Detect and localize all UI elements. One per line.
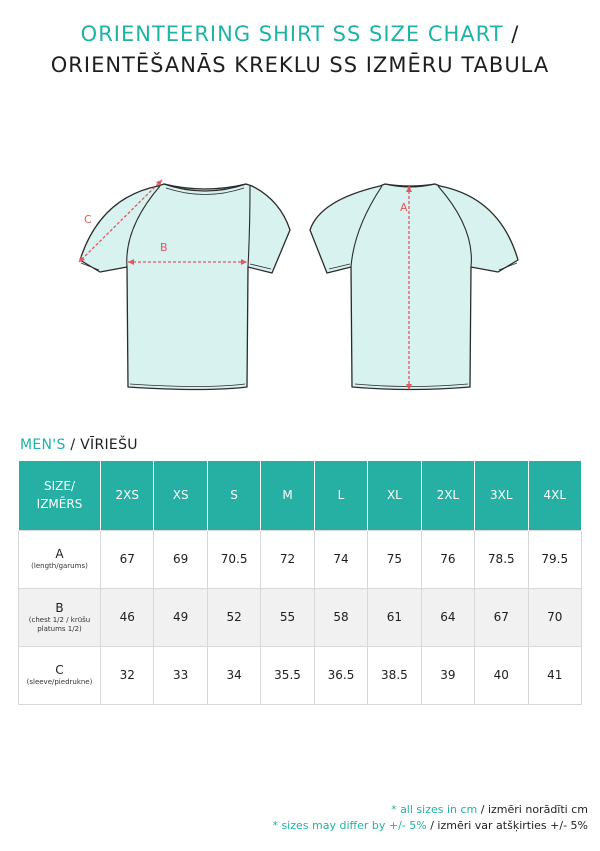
size-header-cell: 3XL	[475, 461, 528, 530]
section-label	[20, 437, 138, 453]
size-header-cell: M	[261, 461, 314, 530]
table-cell: 79.5	[528, 530, 582, 588]
row-header	[19, 646, 101, 704]
table-cell: 61	[368, 588, 421, 646]
shirt-illustrations	[0, 168, 600, 408]
footnote-tolerance	[272, 819, 588, 832]
size-header-row	[19, 461, 582, 530]
table-cell: 58	[314, 588, 367, 646]
section-label-rest: VĪRIEŠU	[80, 437, 138, 453]
table-cell: 32	[101, 646, 154, 704]
row-label: C	[55, 663, 64, 677]
table-cell: 49	[154, 588, 207, 646]
label-a: A	[400, 201, 408, 214]
row-header	[19, 530, 101, 588]
table-cell: 40	[475, 646, 528, 704]
page-title-line-1	[0, 22, 600, 46]
title-highlight: ORIENTEERING SHIRT SS SIZE CHART	[80, 22, 504, 46]
footnote-star: *	[391, 803, 401, 816]
table-row	[19, 588, 582, 646]
table-cell: 67	[475, 588, 528, 646]
size-table	[18, 461, 582, 705]
table-cell: 75	[368, 530, 421, 588]
table-cell: 52	[207, 588, 260, 646]
table-cell: 33	[154, 646, 207, 704]
section-label-highlight: MEN'S	[20, 437, 66, 453]
size-header-cell: XS	[154, 461, 207, 530]
footnote-units-rest: / izmēri norādīti cm	[477, 803, 588, 816]
table-row	[19, 646, 582, 704]
size-header-cell: L	[314, 461, 367, 530]
footnote-units	[391, 803, 588, 816]
table-cell: 74	[314, 530, 367, 588]
row-note: (length/garums)	[31, 562, 88, 570]
footnote-star: *	[272, 819, 282, 832]
corner-line-2: IZMĒRS	[36, 497, 83, 512]
label-c: C	[84, 213, 92, 226]
table-cell: 70	[528, 588, 582, 646]
table-cell: 41	[528, 646, 582, 704]
table-cell: 55	[261, 588, 314, 646]
page-title-line-2: ORIENTĒŠANĀS KREKLU SS IZMĒRU TABULA	[50, 53, 550, 77]
back-shirt-icon	[310, 184, 518, 390]
section-label-separator: /	[65, 437, 81, 453]
table-row	[19, 530, 582, 588]
table-cell: 67	[101, 530, 154, 588]
front-shirt-icon	[80, 184, 290, 390]
table-cell: 76	[421, 530, 474, 588]
row-note: (sleeve/piedrukne)	[26, 678, 93, 686]
footnote-tolerance-rest: / izmēri var atšķirties +/- 5%	[426, 819, 588, 832]
table-cell: 38.5	[368, 646, 421, 704]
table-cell: 69	[154, 530, 207, 588]
table-cell: 46	[101, 588, 154, 646]
size-header-cell: 2XL	[421, 461, 474, 530]
size-header-corner	[19, 461, 101, 530]
size-header-cell: S	[207, 461, 260, 530]
table-cell: 64	[421, 588, 474, 646]
size-header-cell: 2XS	[101, 461, 154, 530]
title-suffix: /	[503, 22, 520, 46]
table-cell: 70.5	[207, 530, 260, 588]
size-header-cell: 4XL	[528, 461, 582, 530]
size-header-cell: XL	[368, 461, 421, 530]
row-header	[19, 588, 101, 646]
table-cell: 39	[421, 646, 474, 704]
table-cell: 35.5	[261, 646, 314, 704]
table-cell: 72	[261, 530, 314, 588]
row-label: A	[55, 547, 64, 561]
row-label: B	[55, 600, 64, 615]
table-cell: 36.5	[314, 646, 367, 704]
label-b: B	[160, 241, 168, 254]
table-cell: 78.5	[475, 530, 528, 588]
corner-line-1: SIZE/	[43, 479, 75, 494]
row-note: (chest 1/2 / krūšu platums 1/2)	[28, 615, 91, 633]
table-cell: 34	[207, 646, 260, 704]
footnote-units-highlight: all sizes in cm	[400, 803, 478, 816]
shirt-diagram	[0, 168, 600, 408]
footnote-tolerance-highlight: sizes may differ by +/- 5%	[281, 819, 427, 832]
